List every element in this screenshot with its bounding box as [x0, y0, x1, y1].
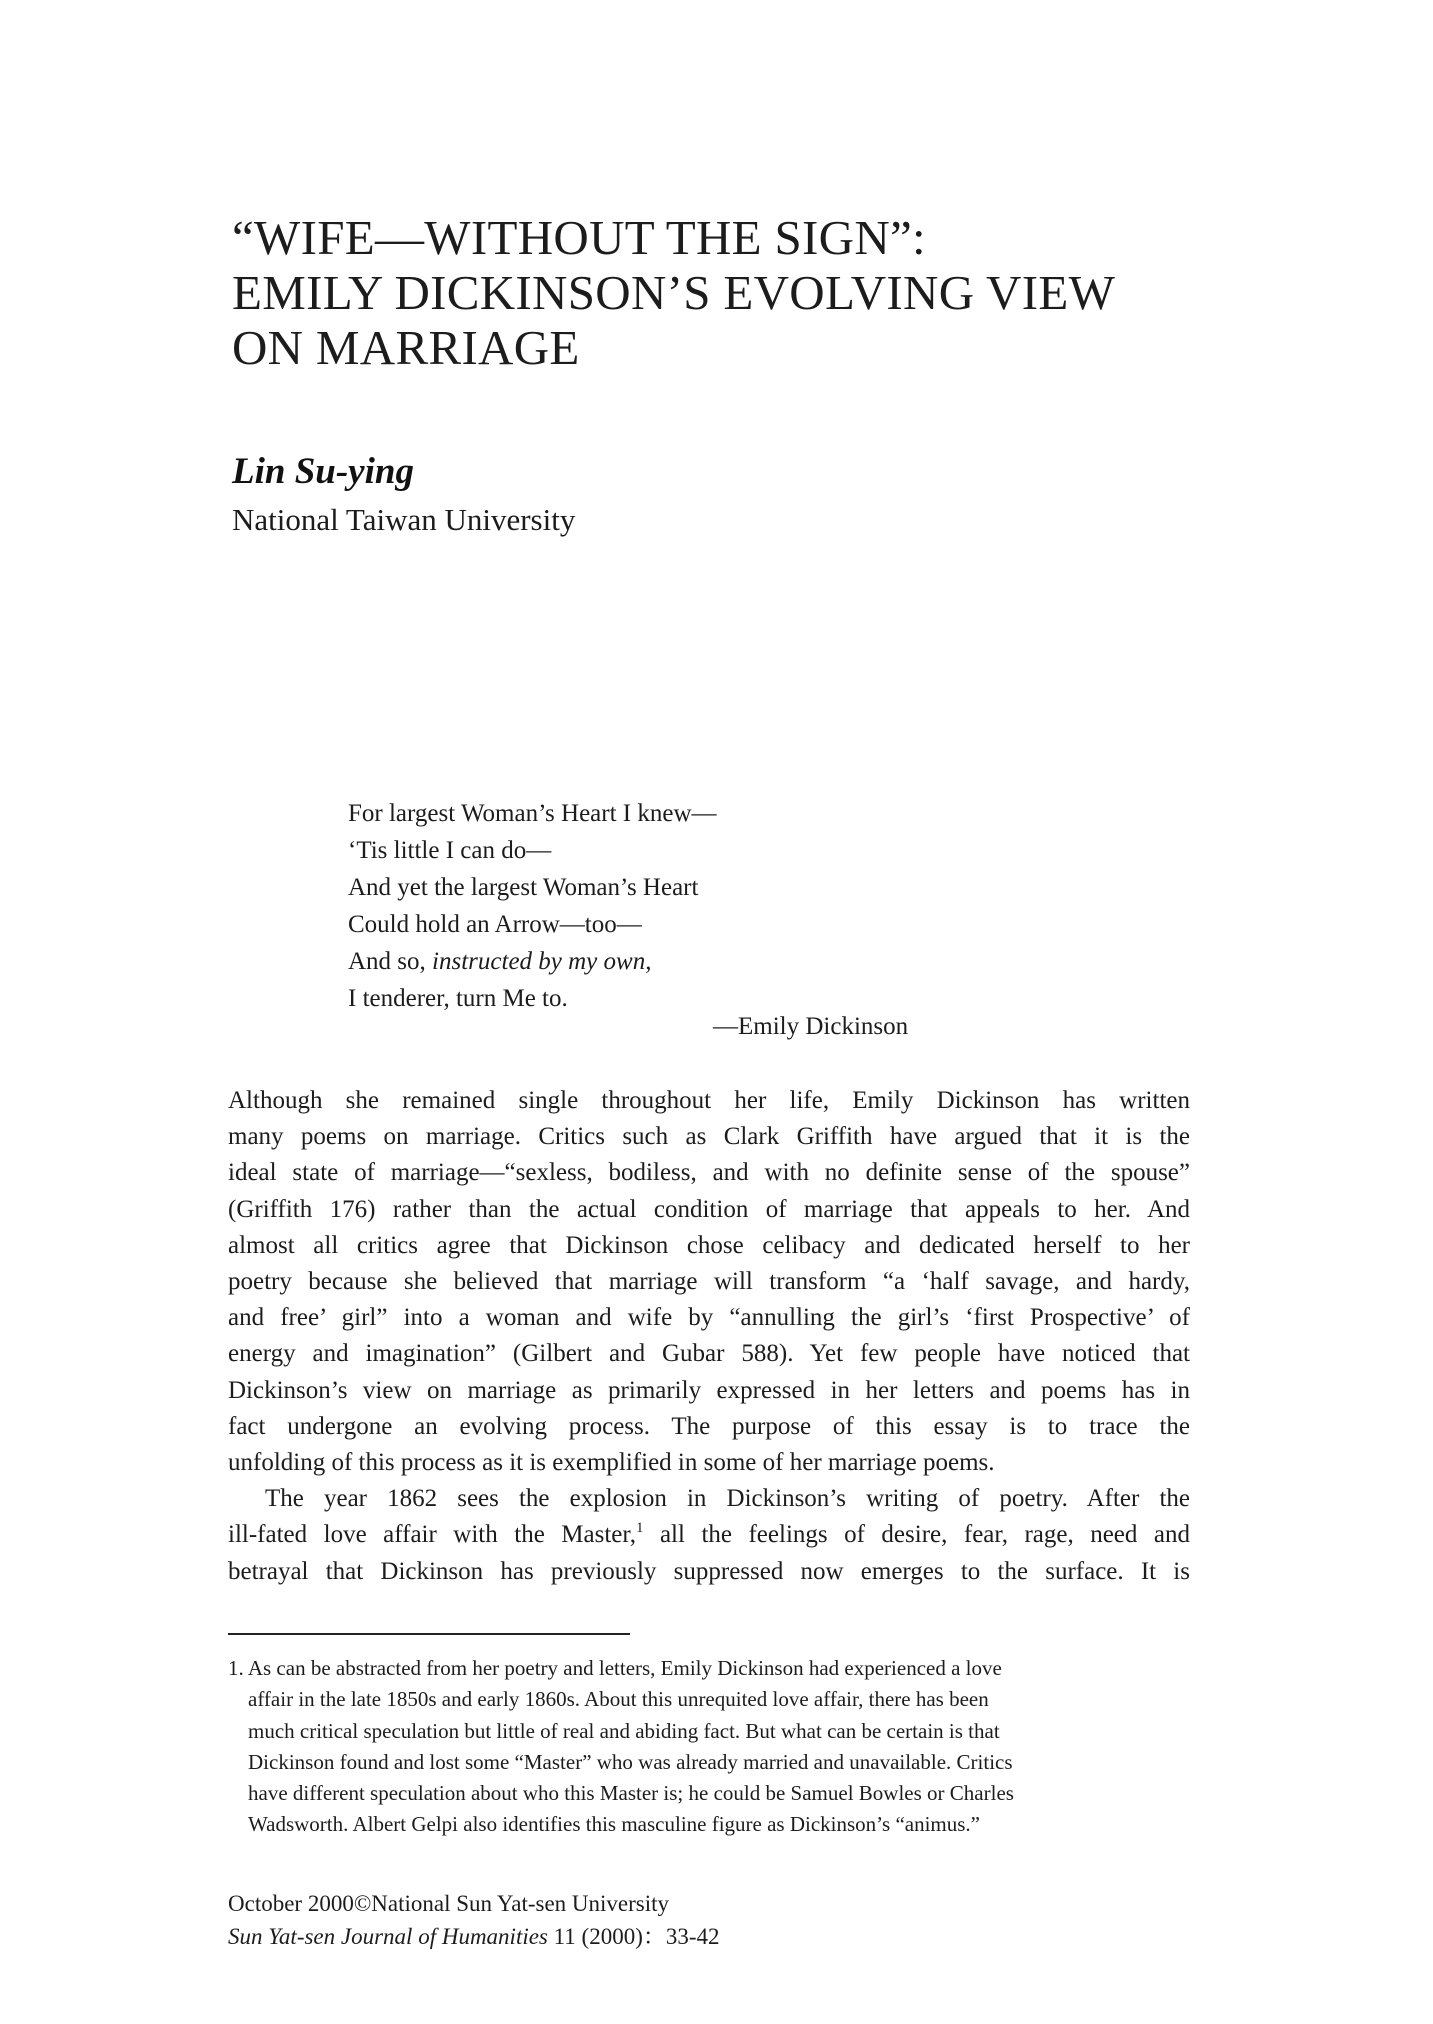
- text-line: [228, 1517, 1190, 1553]
- text-line: fact undergone an evolving process. The purpose of this essay is to trace the: [228, 1412, 1190, 1440]
- copyright-line: October 2000©National Sun Yat-sen University: [228, 1891, 670, 1916]
- paragraph-1: [228, 1083, 1190, 1481]
- text-line: almost all critics agree that Dickinson chose celibacy and dedicated herself to her: [228, 1231, 1190, 1259]
- title-line-2: EMILY DICKINSON’S EVOLVING VIEW: [232, 265, 1116, 320]
- text-line: (Griffith 176) rather than the actual condition of marriage that appeals to her. And: [228, 1195, 1190, 1223]
- epigraph-attribution: —Emily Dickinson: [713, 1013, 909, 1040]
- epigraph-line: And yet the largest Woman’s Heart: [348, 874, 699, 901]
- text-line: Dickinson’s view on marriage as primarily expressed in her letters and poems has in: [228, 1376, 1190, 1404]
- article-title: [232, 210, 1232, 375]
- text-line: and free’ girl” into a woman and wife by “annulling the girl’s ‘first Prospective’ of: [228, 1304, 1190, 1332]
- author-affiliation: National Taiwan University: [232, 502, 576, 537]
- title-line-1: “WIFE—WITHOUT THE SIGN”:: [232, 210, 926, 265]
- text-line: Although she remained single throughout her life, Emily Dickinson has written: [228, 1087, 1190, 1114]
- epigraph-line: I tenderer, turn Me to.: [348, 985, 568, 1012]
- page-footer: [228, 1887, 720, 1953]
- title-line-3: ON MARRIAGE: [232, 320, 580, 375]
- journal-issue: 11 (2000)：33-42: [547, 1924, 720, 1949]
- journal-name: Sun Yat-sen Journal of Humanities: [228, 1924, 548, 1949]
- author-name: Lin Su-ying: [232, 451, 414, 492]
- text-line: many poems on marriage. Critics such as Clark Griffith have argued that it is the: [228, 1123, 1190, 1151]
- epigraph-line: ‘Tis little I can do—: [348, 837, 552, 864]
- text-line: ideal state of marriage—“sexless, bodiless, and with no definite sense of the spouse”: [228, 1159, 1190, 1187]
- footnote-line: Dickinson found and lost some “Master” who was already married and unavailable. Critics: [248, 1749, 1013, 1774]
- footnote-line: much critical speculation but little of real and abiding fact. But what can be certain is that: [248, 1718, 1000, 1743]
- epigraph-line-5-italic: instructed by my own,: [432, 948, 652, 975]
- epigraph-poem: [348, 795, 717, 1017]
- text-line: energy and imagination” (Gilbert and Gubar 588). Yet few people have noticed that: [228, 1340, 1190, 1368]
- text-line: The year 1862 sees the explosion in Dickinson’s writing of poetry. After the: [265, 1485, 1190, 1513]
- paragraph-2: [228, 1481, 1190, 1590]
- text-segment: ill-fated love affair with the Master,: [228, 1521, 636, 1549]
- footnote-reference: 1: [635, 1520, 644, 1537]
- footnote-line: 1. As can be abstracted from her poetry and letters, Emily Dickinson had experienced a love: [228, 1656, 1002, 1680]
- footnote-line: have different speculation about who this Master is; he could be Samuel Bowles or Charles: [248, 1781, 1014, 1806]
- footnote-line: affair in the late 1850s and early 1860s. About this unrequited love affair, there has been: [248, 1687, 989, 1712]
- footnote-1: [228, 1653, 1188, 1841]
- epigraph-line: Could hold an Arrow—too—: [348, 911, 642, 938]
- epigraph-line: For largest Woman’s Heart I knew—: [348, 800, 717, 827]
- footnote-line: Wadsworth. Albert Gelpi also identifies this masculine figure as Dickinson’s “animus.”: [248, 1812, 980, 1837]
- text-line: poetry because she believed that marriage will transform “a ‘half savage, and hardy,: [228, 1268, 1190, 1296]
- text-line: unfolding of this process as it is exemplified in some of her marriage poems.: [228, 1449, 995, 1477]
- text-segment: all the feelings of desire, fear, rage, need and: [643, 1521, 1190, 1549]
- journal-reference: [228, 1920, 720, 1953]
- epigraph-line-5-text: And so,: [348, 948, 433, 975]
- text-line: betrayal that Dickinson has previously suppressed now emerges to the surface. It is: [228, 1557, 1190, 1585]
- epigraph-line: [348, 943, 717, 980]
- footnote-divider: [228, 1633, 630, 1635]
- body-text: [228, 1083, 1190, 1590]
